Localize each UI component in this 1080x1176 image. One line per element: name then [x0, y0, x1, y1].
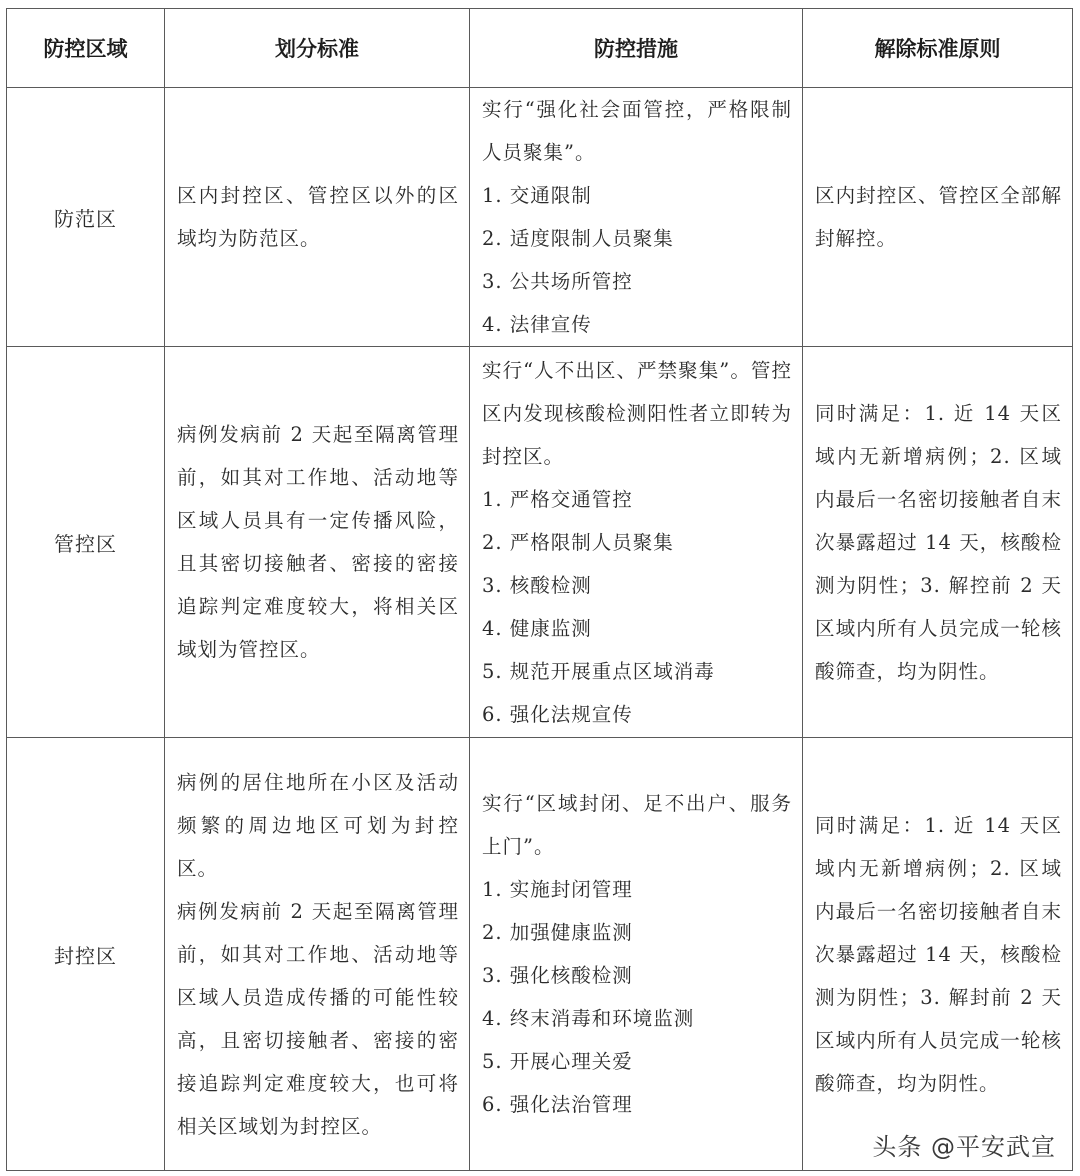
- measure-item: 6. 强化法治管理: [482, 1093, 633, 1116]
- zone-name: 封控区: [7, 738, 165, 1171]
- criteria-cell: [165, 88, 470, 347]
- measures-cell: [470, 347, 803, 738]
- watermark: 头条 @平安武宣: [872, 1127, 1056, 1162]
- measure-item: 3. 公共场所管控: [482, 270, 633, 293]
- release-cell: [803, 347, 1073, 738]
- measure-item: 3. 核酸检测: [482, 573, 592, 597]
- measures-intro: 实行“区域封闭、足不出户、服务上门”。: [482, 792, 792, 858]
- measure-item: 5. 规范开展重点区域消毒: [482, 659, 715, 683]
- measure-item: 6. 强化法规宣传: [482, 702, 633, 726]
- measures-cell: [470, 738, 803, 1171]
- table-row: [7, 738, 1073, 1171]
- release-text: 区内封控区、管控区全部解封解控。: [815, 184, 1062, 250]
- header-zone: 防控区域: [7, 9, 165, 88]
- release-cell: [803, 738, 1073, 1171]
- header-release: 解除标准原则: [803, 9, 1073, 88]
- table-row: [7, 88, 1073, 347]
- measure-item: 1. 严格交通管控: [482, 487, 633, 511]
- measures-intro: 实行“人不出区、严禁聚集”。管控区内发现核酸检测阳性者立即转为封控区。: [482, 358, 792, 468]
- measures-intro: 实行“强化社会面管控，严格限制人员聚集”。: [482, 98, 792, 164]
- release-cell: [803, 88, 1073, 347]
- criteria-text: 区内封控区、管控区以外的区域均为防范区。: [177, 184, 459, 250]
- table-row: [7, 347, 1073, 738]
- measure-item: 4. 终末消毒和环境监测: [482, 1007, 695, 1030]
- zone-name: 管控区: [7, 347, 165, 738]
- zone-name: 防范区: [7, 88, 165, 347]
- release-text: 同时满足：1. 近 14 天区域内无新增病例；2. 区域内最后一名密切接触者自末次暴露超过 14 天，核酸检测为阴性；3. 解封前 2 天区域内所有人员完成一轮核酸筛查，均为阴性。: [815, 813, 1062, 1095]
- measure-item: 5. 开展心理关爱: [482, 1050, 633, 1073]
- measure-item: 4. 法律宣传: [482, 313, 592, 336]
- header-criteria: 划分标准: [165, 9, 470, 88]
- criteria-text: 病例发病前 2 天起至隔离管理前，如其对工作地、活动地等区域人员具有一定传播风险，且其密切接触者、密接的密接追踪判定难度较大，将相关区域划为管控区。: [177, 423, 459, 661]
- criteria-text: 病例发病前 2 天起至隔离管理前，如其对工作地、活动地等区域人员造成传播的可能性较高，且密切接触者、密接的密接追踪判定难度较大，也可将相关区域划为封控区。: [177, 899, 459, 1138]
- measure-item: 2. 适度限制人员聚集: [482, 227, 674, 250]
- header-row: [7, 9, 1073, 88]
- measure-item: 1. 实施封闭管理: [482, 878, 633, 901]
- measures-cell: [470, 88, 803, 347]
- measure-item: 4. 健康监测: [482, 616, 592, 640]
- measure-item: 2. 严格限制人员聚集: [482, 530, 674, 554]
- criteria-text: 病例的居住地所在小区及活动频繁的周边地区可划为封控区。: [177, 770, 459, 880]
- release-text: 同时满足：1. 近 14 天区域内无新增病例；2. 区域内最后一名密切接触者自末次暴露超过 14 天，核酸检测为阴性；3. 解控前 2 天区域内所有人员完成一轮核酸筛查，均为阴性。: [815, 401, 1062, 683]
- measure-item: 1. 交通限制: [482, 184, 592, 207]
- header-measures: 防控措施: [470, 9, 803, 88]
- measure-item: 3. 强化核酸检测: [482, 964, 633, 987]
- measure-item: 2. 加强健康监测: [482, 921, 633, 944]
- criteria-cell: [165, 738, 470, 1171]
- prevention-zone-table: [6, 8, 1073, 1171]
- criteria-cell: [165, 347, 470, 738]
